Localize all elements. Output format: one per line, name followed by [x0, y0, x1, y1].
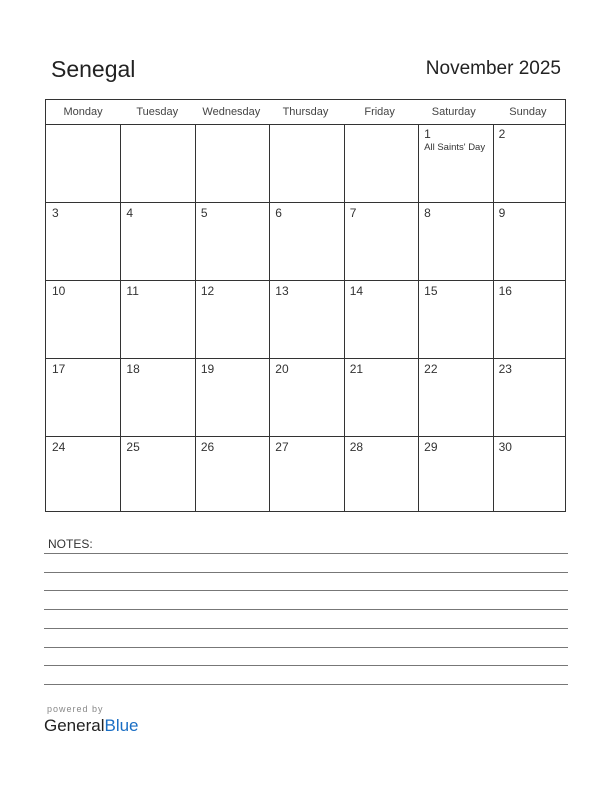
- notes-line: [44, 684, 568, 685]
- week-row: [46, 124, 565, 202]
- day-cell[interactable]: [46, 281, 120, 359]
- day-cell[interactable]: [46, 124, 120, 202]
- notes-line: [44, 553, 568, 554]
- day-number: 17: [52, 362, 66, 376]
- country-title: Senegal: [51, 56, 136, 82]
- calendar-grid: [45, 99, 566, 512]
- day-number: 25: [126, 440, 140, 454]
- day-number: 1: [424, 127, 431, 141]
- day-cell[interactable]: [344, 437, 418, 515]
- weekday-thursday: Thursday: [282, 106, 329, 118]
- generalblue-logo[interactable]: [44, 716, 139, 736]
- day-number: 23: [498, 362, 512, 376]
- day-cell[interactable]: [195, 203, 269, 281]
- day-cell[interactable]: [418, 281, 492, 359]
- weekday-tuesday: Tuesday: [136, 106, 179, 118]
- week-row: [46, 280, 565, 359]
- day-cell[interactable]: [493, 203, 567, 281]
- day-number: 5: [200, 206, 208, 220]
- day-number: 26: [200, 440, 215, 454]
- day-cell[interactable]: [195, 437, 269, 515]
- column-divider: [195, 124, 196, 511]
- day-number: 13: [275, 284, 289, 298]
- day-cell[interactable]: [120, 124, 194, 202]
- day-number: 27: [275, 440, 289, 454]
- day-number: 7: [349, 206, 357, 220]
- notes-line: [44, 628, 568, 629]
- day-number: 24: [52, 440, 66, 454]
- day-cell[interactable]: [418, 359, 492, 437]
- day-cell[interactable]: [269, 359, 343, 437]
- day-cell[interactable]: [120, 437, 194, 515]
- column-divider: [269, 124, 270, 511]
- day-number: 19: [200, 362, 215, 376]
- column-divider: [493, 124, 494, 511]
- week-row: [46, 358, 565, 437]
- day-cell[interactable]: [269, 203, 343, 281]
- brand-blue: Blue: [104, 716, 139, 735]
- day-cell[interactable]: [418, 437, 492, 515]
- notes-line: [44, 665, 568, 666]
- day-cell[interactable]: [344, 124, 418, 202]
- day-cell[interactable]: [46, 437, 120, 515]
- day-cell[interactable]: [418, 203, 492, 281]
- day-cell[interactable]: [195, 281, 269, 359]
- notes-line: [44, 590, 568, 591]
- calendar-body: [46, 124, 565, 511]
- day-number: 16: [498, 284, 512, 298]
- day-cell[interactable]: [344, 203, 418, 281]
- day-number: 18: [126, 362, 140, 376]
- weekday-monday: Monday: [63, 106, 103, 118]
- day-number: 11: [126, 284, 139, 298]
- day-cell[interactable]: [120, 203, 194, 281]
- day-number: 15: [424, 284, 438, 298]
- day-cell[interactable]: [120, 281, 194, 359]
- weekday-header: [46, 100, 565, 125]
- day-number: 4: [126, 206, 134, 220]
- day-number: 3: [52, 206, 59, 220]
- day-cell[interactable]: [195, 124, 269, 202]
- day-cell[interactable]: [46, 359, 120, 437]
- notes-label: NOTES:: [48, 537, 93, 551]
- day-number: 8: [424, 206, 431, 220]
- day-cell[interactable]: [269, 281, 343, 359]
- column-divider: [120, 124, 121, 511]
- notes-line: [44, 572, 568, 573]
- day-cell[interactable]: [493, 124, 567, 202]
- day-cell[interactable]: [493, 437, 567, 515]
- day-number: 28: [349, 440, 364, 454]
- day-number: 30: [498, 440, 512, 454]
- holiday-label: All Saints' Day: [424, 142, 486, 153]
- day-cell[interactable]: [120, 359, 194, 437]
- day-cell[interactable]: [46, 203, 120, 281]
- day-number: 9: [498, 206, 506, 220]
- powered-by-text: powered by: [47, 704, 104, 714]
- day-cell[interactable]: [493, 359, 567, 437]
- brand-general: General: [44, 716, 105, 735]
- day-cell[interactable]: [269, 437, 343, 515]
- day-number: 14: [349, 284, 364, 298]
- weekday-sunday: Sunday: [509, 106, 547, 118]
- column-divider: [344, 124, 345, 511]
- day-number: 20: [275, 362, 289, 376]
- column-divider: [418, 124, 419, 511]
- day-number: 21: [349, 362, 364, 376]
- day-number: 10: [52, 284, 66, 298]
- day-cell[interactable]: [269, 124, 343, 202]
- weekday-friday: Friday: [364, 106, 395, 118]
- day-cell[interactable]: [195, 359, 269, 437]
- day-number: 2: [498, 127, 506, 141]
- weekday-saturday: Saturday: [431, 106, 476, 118]
- week-row: [46, 202, 565, 281]
- day-number: 6: [275, 206, 282, 220]
- day-cell[interactable]: [493, 281, 567, 359]
- week-row: [46, 436, 565, 515]
- day-cell[interactable]: [344, 359, 418, 437]
- day-number: 22: [424, 362, 438, 376]
- day-number: 12: [200, 284, 215, 298]
- notes-line: [44, 609, 568, 610]
- day-cell[interactable]: [418, 124, 492, 202]
- day-number: 29: [424, 440, 438, 454]
- month-title: November 2025: [425, 58, 561, 79]
- notes-line: [44, 647, 568, 648]
- weekday-wednesday: Wednesday: [202, 106, 261, 118]
- day-cell[interactable]: [344, 281, 418, 359]
